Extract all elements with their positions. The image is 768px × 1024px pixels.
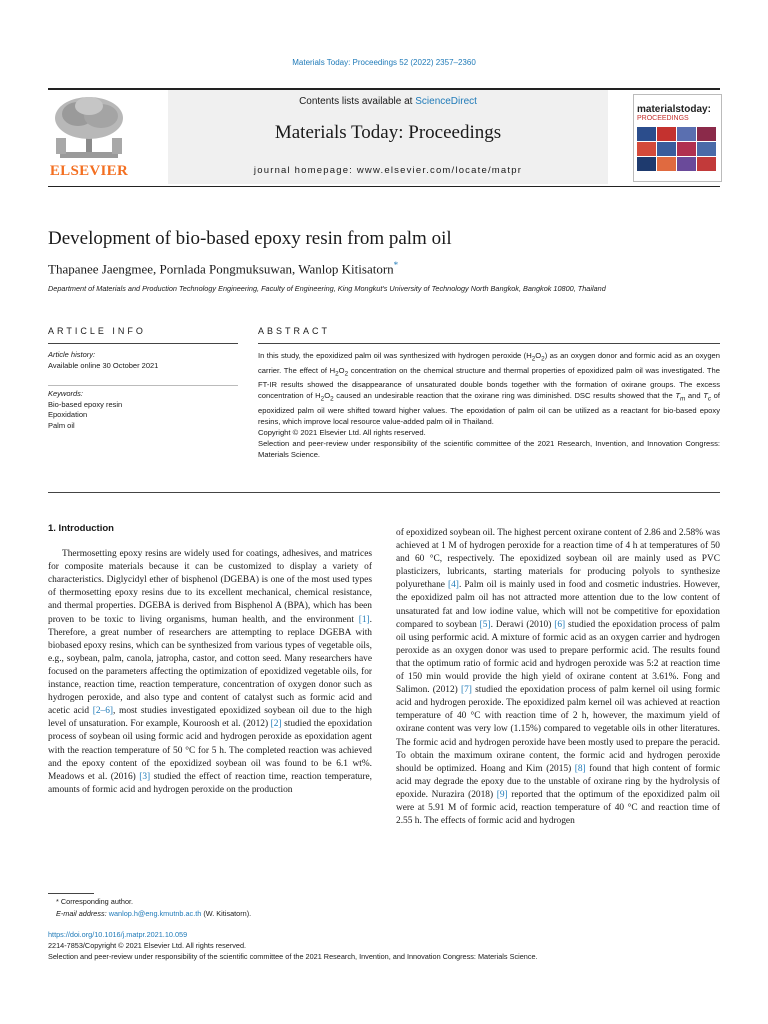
journal-title: Materials Today: Proceedings	[274, 122, 502, 143]
abstract-body	[258, 350, 720, 460]
authors-text: Thapanee Jaengmee, Pornlada Pongmuksuwan, Wanlop Kitisatorn	[48, 261, 394, 277]
elsevier-wordmark: ELSEVIER	[49, 163, 129, 179]
contents-availability	[168, 96, 608, 107]
journal-header-panel	[168, 90, 608, 184]
cover-subtitle: PROCEEDINGS	[637, 115, 689, 122]
footer-peer-review: Selection and peer-review under responsibility of the scientific committee of the 2021 Research, Invention, and Innovation Congress: Materials Science.	[48, 952, 538, 961]
ref-link[interactable]: [1]	[358, 614, 370, 625]
keyword-item: Epoxidation	[48, 410, 88, 419]
ref-link[interactable]: [5]	[479, 619, 491, 630]
corresponding-author-mark[interactable]: *	[393, 260, 399, 270]
journal-masthead	[48, 88, 720, 187]
keywords-block	[48, 389, 238, 431]
footnote-rule	[48, 893, 94, 894]
abstract-peer-review: Selection and peer-review under responsibility of the scientific committee of the 2021 Research, Invention, and Innovation Congress: Materials Science.	[258, 438, 720, 459]
article-info-divider	[48, 385, 238, 386]
author-affiliation: Department of Materials and Production Technology Engineering, Faculty of Engineering, King Mongkut's University of Technology North Bangkok, Bangkok 10800, Thailand	[48, 284, 606, 293]
journal-cover-thumbnail[interactable]	[633, 94, 722, 182]
sciencedirect-link[interactable]: ScienceDirect	[415, 96, 477, 107]
body-paragraph: Thermosetting epoxy resins are widely used for coatings, adhesives, and matrices for composite materials because it can be customized to display a variety of characteristics. Diglycidyl ether of bisphenol (DGEBA) is one of the most used types of thermosetting epoxy resins due to its excellent mechanical, chemical resistance, and thermal properties. DGEBA is derived from Bisphenol A (BPA), which has been proven to be toxic to living organisms, human health, and the environment [1]. Therefore, a great number of researchers are attempting to replace DGEBA with biobased epoxy resins, which can be synthesized from various types of vegetable oils, e.g., soybean, palm, canola, jatropha, castor, and cotton seed. Many researchers have focused on the parameters affecting the optimization of epoxidized vegetable oils, for instance, reaction time, reaction temperature, concentration of oxygen donor such as hydrogen peroxide, and also type and content of catalyst such as formic acid and acetic acid [2–6], most studies investigated epoxidized soybean oil due to the high level of unsaturation. For example, Kouroosh et al. (2012) [2] studied the epoxidation process of soybean oil using formic acid and hydrogen peroxide as epoxidation agent with the reaction temperature of 50 °C for 5 h. The completed reaction was achieved and the epoxy content of the epoxidized soybean oil was found to be 6.1 wt%. Meadows et al. (2016) [3] studied the effect of reaction time, reaction temperature, amounts of formic acid and hydrogen peroxide on the production	[48, 549, 373, 795]
keywords-heading: Keywords:	[48, 389, 84, 398]
article-info-rule	[48, 343, 238, 344]
email-link[interactable]: wanlop.h@eng.kmutnb.ac.th	[108, 909, 202, 918]
footnote-corresponding: * Corresponding author.	[56, 897, 134, 906]
history-heading: Article history:	[48, 350, 96, 359]
footnote-email: E-mail address: wanlop.h@eng.kmutnb.ac.th (W. Kitisatorn).	[56, 909, 252, 918]
journal-homepage[interactable]: journal homepage: www.elsevier.com/locate/matpr	[253, 165, 523, 176]
abstract-heading: ABSTRACT	[258, 326, 331, 336]
issn-copyright: 2214-7853/Copyright © 2021 Elsevier Ltd. All rights reserved.	[48, 941, 247, 950]
doi-link[interactable]: https://doi.org/10.1016/j.matpr.2021.10.059	[48, 930, 188, 939]
ref-link[interactable]: [4]	[448, 580, 459, 591]
history-line: Available online 30 October 2021	[48, 360, 159, 370]
ref-link[interactable]: [9]	[496, 789, 508, 800]
article-title: Development of bio-based epoxy resin from palm oil	[48, 228, 452, 249]
ref-link[interactable]: [2–6]	[92, 706, 114, 717]
corresponding-footnote	[48, 896, 372, 920]
ref-link[interactable]: [6]	[554, 619, 566, 630]
article-info-heading: ARTICLE INFO	[48, 326, 146, 336]
contents-prefix: Contents lists available at	[299, 96, 416, 107]
ref-link[interactable]: [3]	[139, 771, 151, 782]
section-heading-introduction: 1. Introduction	[48, 523, 114, 534]
journal-citation[interactable]: Materials Today: Proceedings 52 (2022) 2357–2360	[292, 58, 476, 67]
body-column-left	[48, 522, 372, 797]
keyword-item: Palm oil	[48, 420, 75, 430]
body-column-right	[396, 527, 720, 828]
elsevier-logo[interactable]	[48, 94, 130, 180]
cover-image-grid	[637, 127, 716, 171]
abstract-rule	[258, 343, 720, 344]
cover-title: materialstoday:	[637, 104, 711, 115]
article-history	[48, 350, 238, 371]
body-paragraph: of epoxidized soybean oil. The highest percent oxirane content of 2.86 and 2.58% was achieved at 1 M of hydrogen peroxide for a reaction time of 4 h at temperatures of 50 and 60 °C, respectively. The epoxidized soybean oil are mainly used as PVC plasticizers, lubricants, starting materials for producing polyols to synthesize polyurethane [4]. Palm oil is mainly used in food and cosmetic industries. However, the epoxidized palm oil has not attracted more attention due to the low content of unsaturated fat and low iodine value, which will not be competitive for epoxidation compared to soybean [5]. Derawi (2010) [6] studied the epoxidation process of palm oil using performic acid. A mixture of formic acid as an oxygen carrier and hydrogen peroxide as an oxygen donor was used to prepare performic acid. The results found that the optimum ratio of formic acid and hydrogen peroxide was 5:2 at reaction time of 150 min would provide the high yield of oxirane content at 3.61%. Fong and Salimon. (2012) [7] studied the epoxidation process of palm kernel oil using formic acid and hydrogen peroxide. The epoxidized palm kernel oil was achieved at reaction temperature of 40 °C with reaction time of 2 h, however, the maximum yield of oxirane content was very low (1.15%) compared to vegetable oils in other literatures. The formic acid and hydrogen peroxide have been mostly used to prepare the peracid. To obtain the maximum oxirane content, the formic acid and hydrogen peroxide should be optimized. Hoang and Kim (2015) [8] found that high content of formic acid may degrade the epoxy due to the unstable of oxirane ring by the hydrolysis of epoxide. Nurazira (2018) [9] reported that the optimum of the epoxidized palm oil were at 5.91 M of formic acid, reaction temperature of 40 °C and reaction time of 2.55 h. The effects of formic acid and hydrogen	[396, 528, 721, 827]
abstract-text: In this study, the epoxidized palm oil was synthesized with hydrogen peroxide $(H_2O_2)$ as an oxygen donor and formic acid as an oxygen carrier. The effect of $H_2O_2$ concentration on the chemical structure and thermal properties of epoxidized palm oil was investigated. The FT-IR results showed the disappearance of unsaturated double bonds together with the formation of oxirane groups. The excess concentration of $H_2O_2$ caused an undesirable reaction that the oxirane ring was diminished. DSC results showed that the $T_m$ and $T_c$ of epoxidized palm oil were shifted toward higher values. The epoxidation of palm oil can be utilized as a reactant for bio-based epoxy resins, which improve local resource value-added palm oil in Thailand.	[258, 351, 720, 426]
elsevier-tree-icon	[48, 94, 130, 162]
ref-link[interactable]: [8]	[574, 763, 586, 774]
ref-link[interactable]: [7]	[461, 685, 472, 696]
abstract-copyright: Copyright © 2021 Elsevier Ltd. All rights reserved.	[258, 427, 426, 437]
keyword-item: Bio-based epoxy resin	[48, 399, 123, 409]
author-list	[48, 260, 720, 277]
abstract-bottom-rule	[48, 492, 720, 493]
ref-link[interactable]: [2]	[270, 719, 282, 730]
